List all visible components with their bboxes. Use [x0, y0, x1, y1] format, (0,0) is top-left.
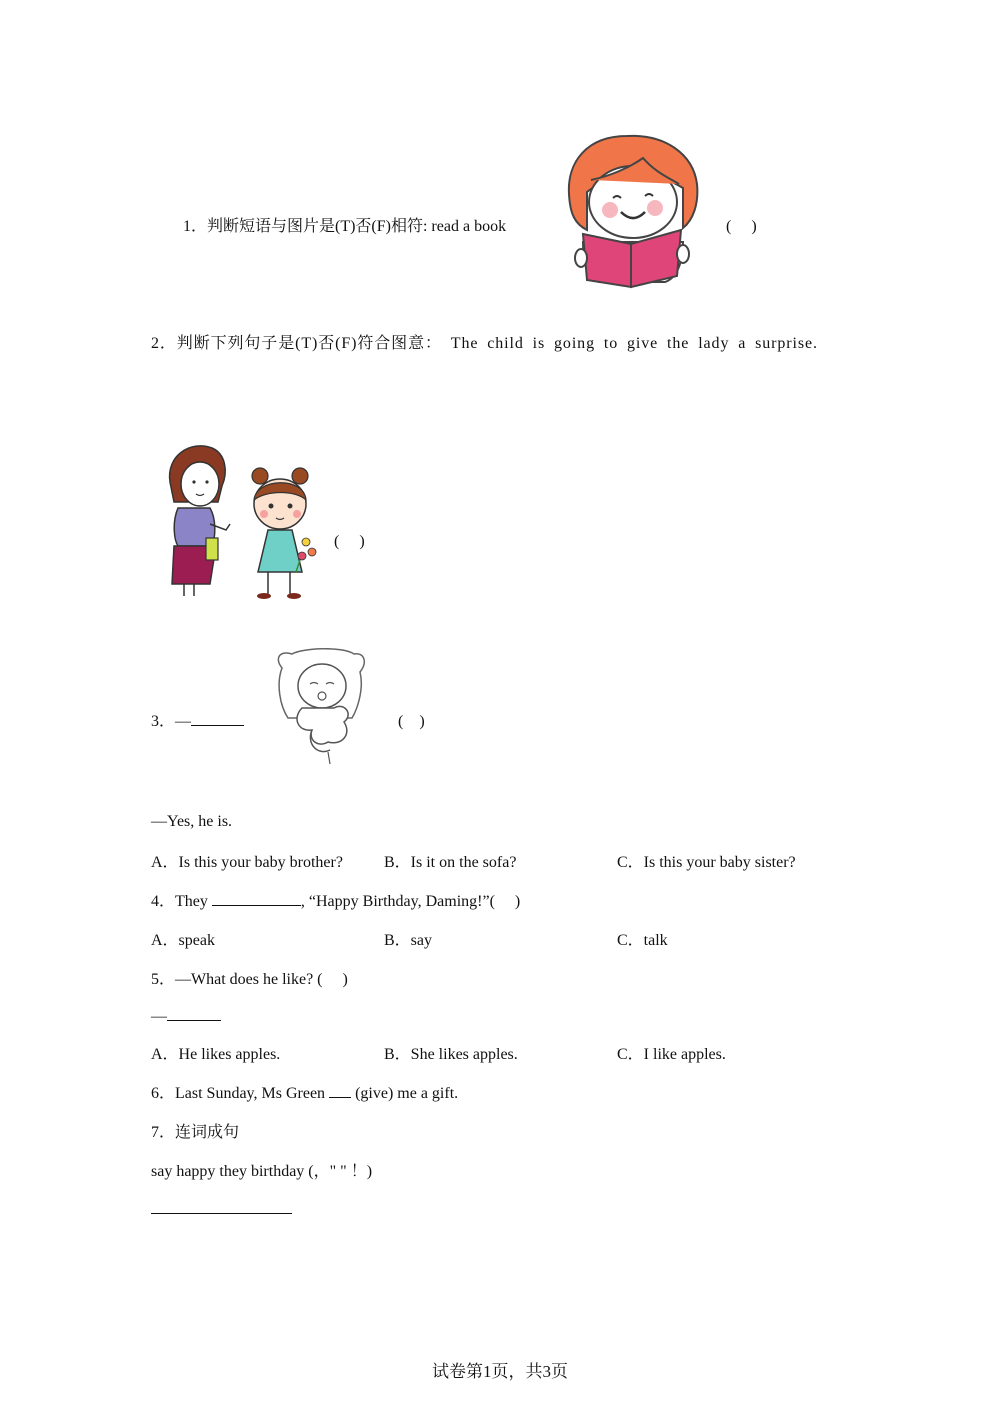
q7-answer-line — [151, 1213, 292, 1214]
q6-text — [151, 1080, 458, 1103]
q4-option-a: A．speak — [151, 932, 215, 949]
q7-title: 7．连词成句 — [151, 1124, 240, 1141]
q2-answer-paren: ( ) — [334, 533, 365, 550]
q5-option-a: A．He likes apples. — [151, 1046, 281, 1063]
q6-after: (give) me a gift. — [351, 1085, 459, 1102]
q3-option-b: B．Is it on the sofa? — [384, 854, 517, 871]
q5-option-c: C．I like apples. — [617, 1046, 726, 1063]
q4-option-c: C．talk — [617, 932, 668, 949]
q4-after: , “Happy Birthday, Daming!”( ) — [300, 893, 521, 910]
q4-before: 4．They — [151, 893, 212, 910]
q3-option-c: C．Is this your baby sister? — [617, 854, 796, 871]
q5-blank — [167, 1004, 221, 1021]
q4-blank — [212, 889, 301, 906]
q2-text: 2．判断下列句子是(T)否(F)符合图意： The child is going to give the lady a surprise. — [151, 335, 818, 352]
q5-response — [151, 1004, 221, 1026]
page-footer: 试卷第1页，共3页 — [432, 1362, 568, 1381]
q3-option-a: A．Is this your baby brother? — [151, 854, 343, 871]
q4-text — [151, 888, 520, 911]
q1-answer-paren: ( ) — [726, 218, 757, 235]
q3-prefix: 3．— — [151, 713, 192, 730]
q4-option-b: B．say — [384, 932, 433, 949]
q1-text: 1．判断短语与图片是(T)否(F)相符: read a book — [183, 218, 507, 235]
q3-answer-line: —Yes, he is. — [151, 813, 233, 830]
q3-blank — [191, 709, 244, 726]
q6-before: 6．Last Sunday, Ms Green — [151, 1085, 330, 1102]
q3-prompt — [151, 708, 244, 731]
q5-dash: — — [151, 1008, 167, 1025]
sleeping-baby-image — [272, 648, 368, 766]
lady-and-girl-image — [160, 442, 322, 602]
q5-text: 5．—What does he like? ( ) — [151, 971, 348, 988]
q3-answer-paren: ( ) — [398, 713, 425, 730]
q5-option-b: B．She likes apples. — [384, 1046, 518, 1063]
q7-words: say happy they birthday (，" " ！) — [151, 1163, 373, 1180]
q6-blank — [329, 1081, 351, 1098]
girl-reading-book-image — [565, 132, 700, 290]
